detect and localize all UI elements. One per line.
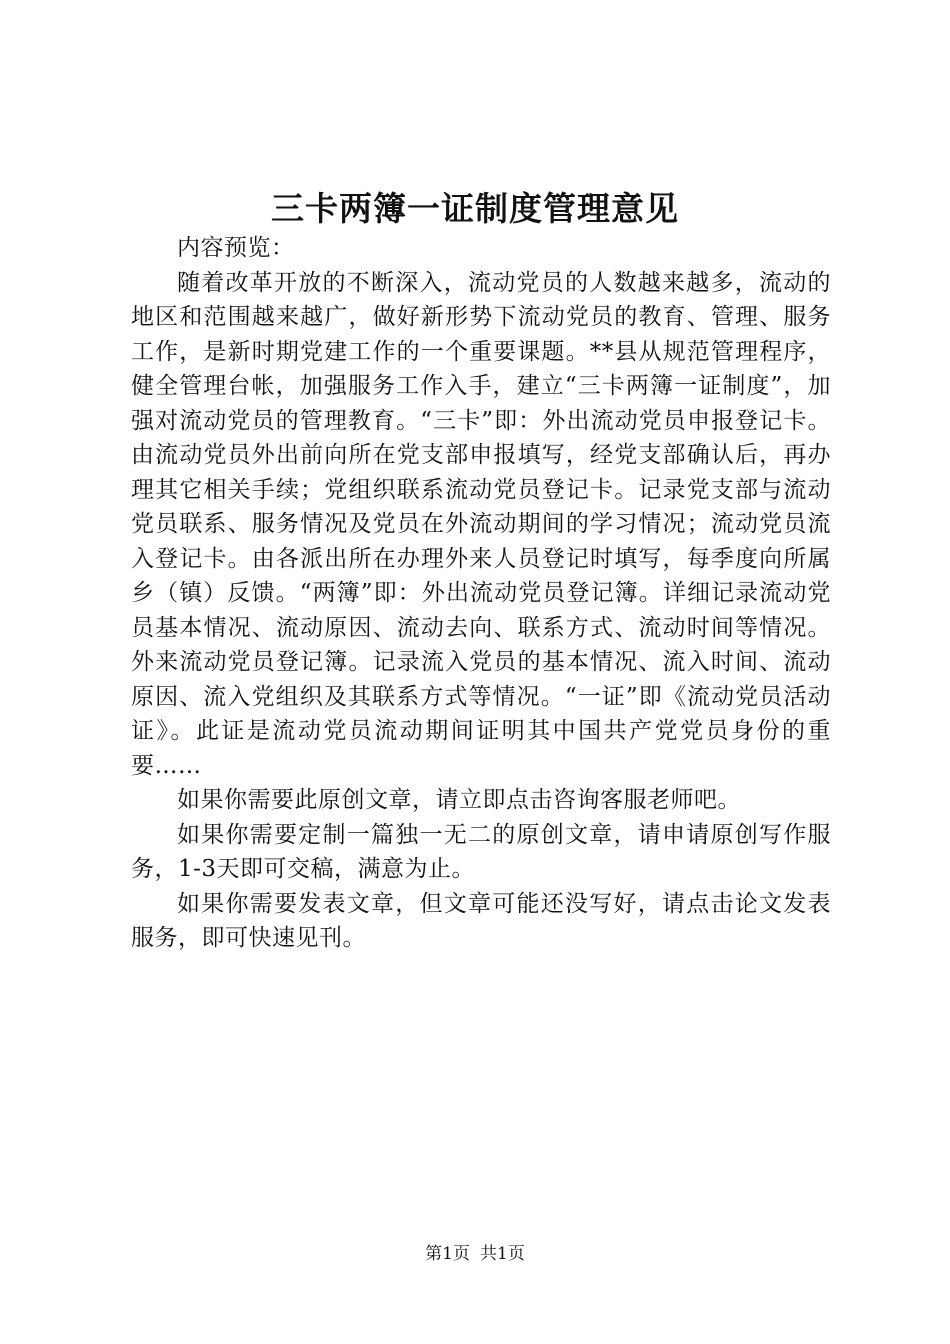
page-number: 第1页 — [425, 1244, 470, 1264]
body-paragraph-publishing: 如果你需要发表文章，但文章可能还没写好，请点击论文发表服务，即可快速见刊。 — [131, 890, 831, 951]
body-paragraph-consult: 如果你需要此原创文章，请立即点击咨询客服老师吧。 — [177, 787, 741, 813]
document-body — [131, 231, 831, 956]
document-title: 三卡两簿一证制度管理意见 — [271, 189, 679, 228]
preview-label: 内容预览： — [177, 235, 295, 261]
page-total: 共1页 — [480, 1244, 525, 1264]
body-paragraph-main: 随着改革开放的不断深入，流动党员的人数越来越多，流动的地区和范围越来越广，做好新形势下流动党员的教育、管理、服务工作，是新时期党建工作的一个重要课题。**县从规范管理程序，健全管理台帐，加强服务工作入手，建立“三卡两簿一证制度”，加强对流动党员的管理教育。“三卡”即：外出流动党员申报登记卡。由流动党员外出前向所在党支部申报填写，经党支部确认后，再办理其它相关手续；党组织联系流动党员登记卡。记录党支部与流动党员联系、服务情况及党员在外流动期间的学习情况；流动党员流入登记卡。由各派出所在办理外来人员登记时填写，每季度向所属乡（镇）反馈。“两簿”即：外出流动党员登记簿。详细记录流动党员基本情况、流动原因、流动去向、联系方式、流动时间等情况。外来流动党员登记簿。记录流入党员的基本情况、流入时间、流动原因、流入党组织及其联系方式等情况。“一证”即《流动党员活动证》。此证是流动党员流动期间证明其中国共产党党员身份的重要…… — [131, 269, 831, 779]
page-footer — [0, 1242, 950, 1266]
body-paragraph-custom-writing: 如果你需要定制一篇独一无二的原创文章，请申请原创写作服务，1-3天即可交稿，满意为止。 — [131, 821, 831, 882]
